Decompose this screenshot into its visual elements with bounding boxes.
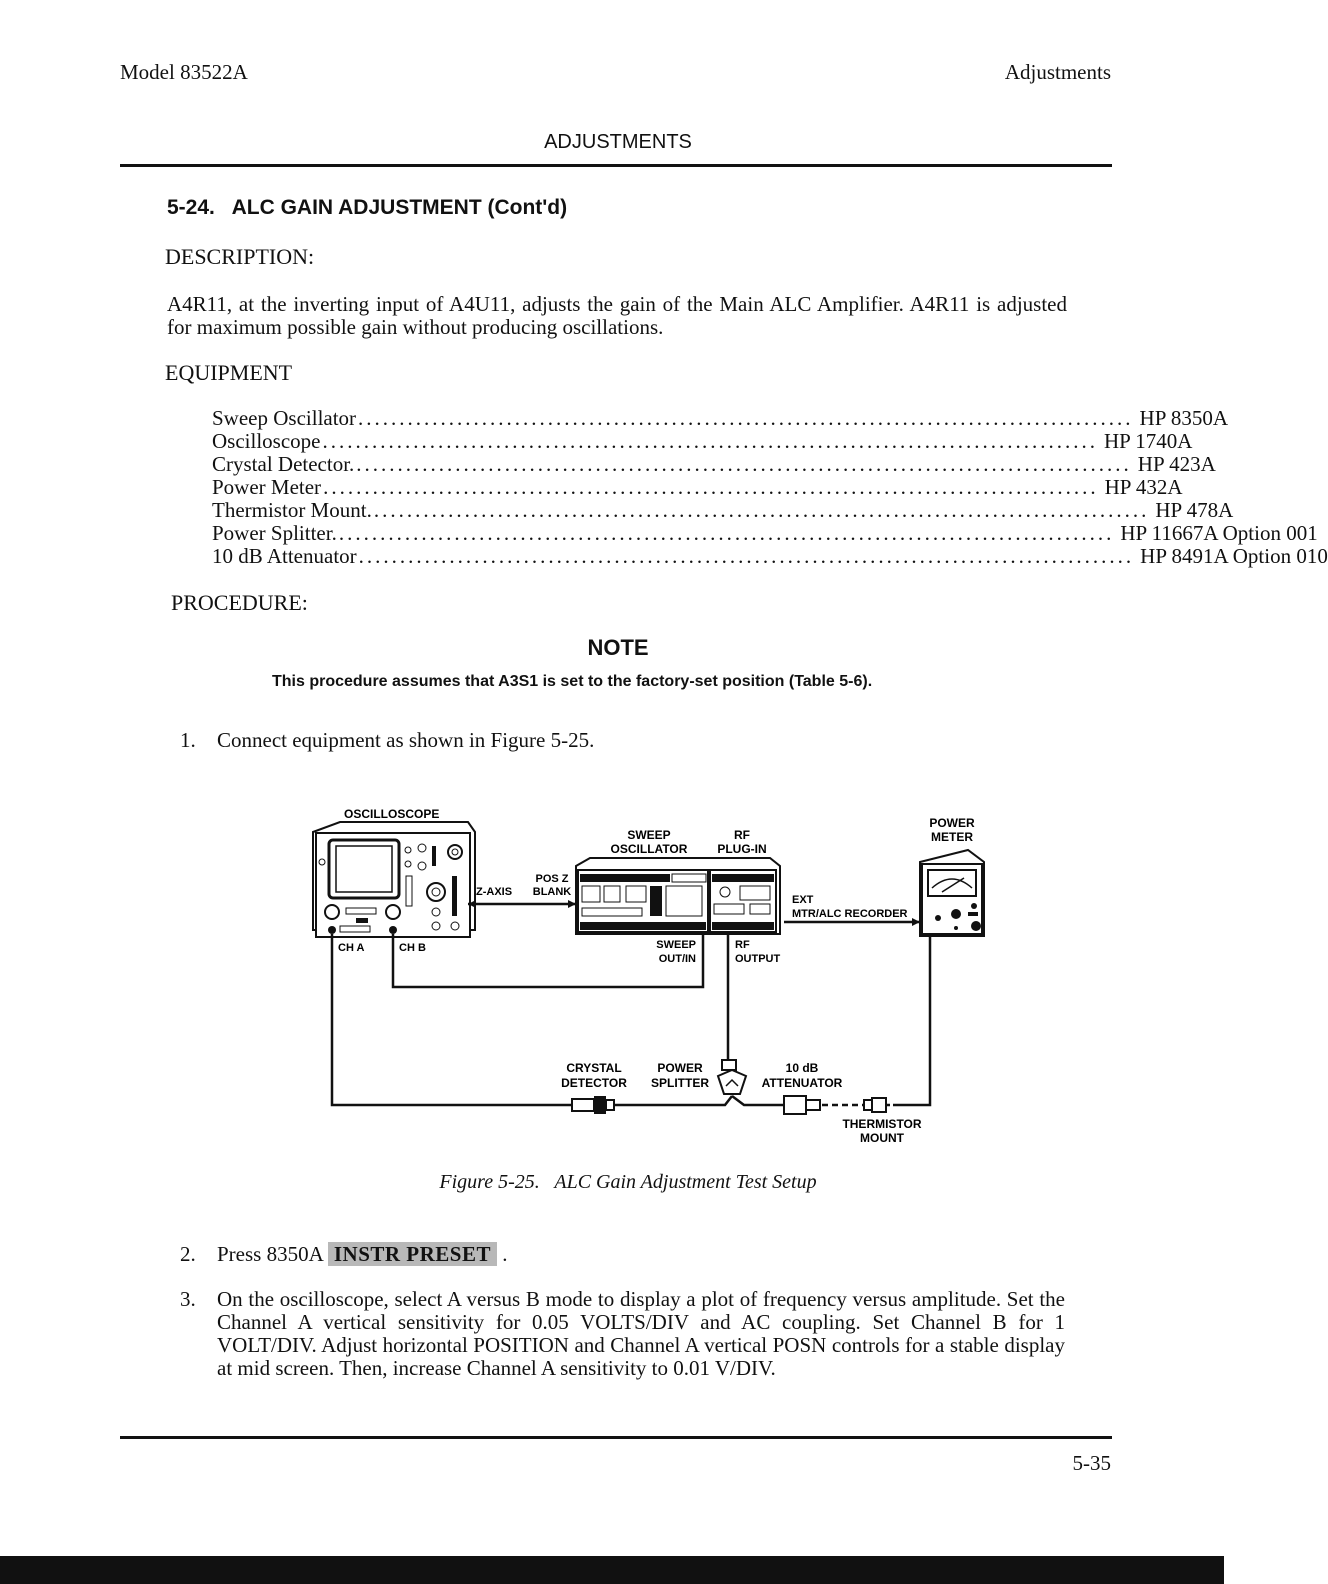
equipment-name: 10 dB Attenuator: [212, 544, 357, 568]
power-splitter-icon: [718, 1060, 746, 1094]
crystal-detector-label: CRYSTAL: [566, 1061, 622, 1075]
equipment-name: Crystal Detector.: [212, 452, 355, 476]
equipment-name: Oscilloscope: [212, 429, 321, 453]
figure-caption: Figure 5-25. ALC Gain Adjustment Test Setup: [439, 1171, 817, 1193]
note-title: NOTE: [587, 635, 649, 660]
instr-preset-key: INSTR PRESET: [328, 1242, 497, 1266]
equipment-model: HP 11667A Option 001: [1120, 521, 1318, 545]
equipment-model: HP 432A: [1104, 475, 1183, 499]
power-splitter-label: POWER: [657, 1061, 703, 1075]
thermistor-mount-icon: [864, 1098, 896, 1112]
equipment-row: Power Splitter. .............................................................................................. HP 11667A Option 001: [212, 521, 1318, 545]
header-model: Model 83522A: [120, 60, 248, 84]
step-number: 1.: [180, 728, 196, 752]
equipment-name: Power Splitter.: [212, 521, 337, 545]
equipment-row: Thermistor Mount. .............................................................................................. HP 478A: [212, 498, 1234, 522]
page-number: 5-35: [1072, 1451, 1111, 1475]
note-text: This procedure assumes that A3S1 is set to the factory-set position (Table 5-6).: [272, 673, 873, 690]
step-text: Connect equipment as shown in Figure 5-25.: [217, 728, 595, 752]
header-divider: [120, 164, 1112, 167]
step-number: 2.: [180, 1242, 196, 1266]
thermistor-mount-label: MOUNT: [860, 1131, 904, 1145]
z-axis-label: Z-AXIS: [476, 886, 513, 898]
step-text: On the oscilloscope, select A versus B mode to display a plot of frequency versus amplitude. Set the Channel A vertical sensitivity for 0.05 VOLTS/DIV and AC coupling. Set Channel B for 1 VOLT/DIV. Adjust horizontal POSITION and Channel A vertical POSN controls for a stable display at mid screen. Then, increase Channel A sensitivity to 0.01 V/DIV.: [217, 1287, 1065, 1380]
header-section: Adjustments: [1004, 60, 1111, 84]
description-label: DESCRIPTION:: [165, 244, 315, 269]
scan-edge: [0, 1556, 1224, 1584]
sweep-oscillator-label: SWEEP: [627, 828, 671, 842]
oscilloscope-label: OSCILLOSCOPE: [344, 807, 440, 821]
equipment-row: 10 dB Attenuator .............................................................................................. HP 8491A Option 010: [212, 544, 1328, 568]
footer-divider: [120, 1436, 1112, 1439]
equipment-model: HP 1740A: [1103, 429, 1193, 453]
equipment-label: EQUIPMENT: [165, 360, 293, 385]
ext-label: MTR/ALC RECORDER: [792, 908, 908, 920]
rf-output-label: RF: [735, 939, 750, 951]
equipment-model: HP 8491A Option 010: [1140, 544, 1328, 568]
equipment-row: Sweep Oscillator .............................................................................................. HP 8350A: [212, 406, 1229, 430]
equipment-name: Thermistor Mount.: [212, 498, 372, 522]
step-number: 3.: [180, 1287, 196, 1311]
thermistor-mount-label: THERMISTOR: [842, 1117, 922, 1131]
page-title: ADJUSTMENTS: [544, 131, 692, 153]
equipment-model: HP 423A: [1137, 452, 1216, 476]
step-1: [180, 729, 1065, 755]
equipment-model: HP 8350A: [1139, 406, 1229, 430]
rf-output-label: OUTPUT: [735, 953, 781, 965]
ch-a-label: CH A: [338, 942, 365, 954]
power-splitter-label: SPLITTER: [650, 1076, 710, 1090]
sweep-out-label: OUT/IN: [658, 953, 696, 965]
step-3: [180, 1288, 1065, 1408]
ext-label: EXT: [792, 894, 814, 906]
equipment-model: HP 478A: [1155, 498, 1234, 522]
oscilloscope-icon: [313, 822, 475, 937]
power-meter-label: METER: [931, 830, 973, 844]
step-text: Press 8350A: [217, 1242, 323, 1266]
attenuator-label: 10 dB: [785, 1061, 819, 1075]
crystal-detector-label: DETECTOR: [561, 1076, 627, 1090]
rf-plugin-label: PLUG-IN: [717, 842, 767, 856]
equipment-name: Power Meter: [212, 475, 322, 499]
equipment-row: Crystal Detector. .............................................................................................. HP 423A: [212, 452, 1216, 476]
procedure-label: PROCEDURE:: [171, 590, 308, 615]
sweep-oscillator-icon: [576, 858, 780, 934]
power-meter-label: POWER: [929, 816, 975, 830]
pos-z-label: POS Z: [535, 873, 569, 885]
crystal-detector-icon: [572, 1096, 614, 1114]
sweep-out-label: SWEEP: [656, 939, 696, 951]
equipment-row: Oscilloscope .............................................................................................. HP 1740A: [212, 429, 1193, 453]
equipment-row: Power Meter .............................................................................................. HP 432A: [212, 475, 1183, 499]
rf-plugin-label: RF: [734, 828, 750, 842]
equipment-list: [212, 406, 1328, 568]
attenuator-label: ATTENUATOR: [761, 1076, 843, 1090]
sweep-oscillator-label: OSCILLATOR: [610, 842, 688, 856]
attenuator-icon: [784, 1096, 820, 1114]
power-meter-icon: [920, 850, 984, 936]
equipment-name: Sweep Oscillator: [212, 406, 357, 430]
section-title: 5-24. ALC GAIN ADJUSTMENT (Cont'd): [167, 196, 568, 219]
ch-b-label: CH B: [399, 942, 426, 954]
step-2: 2. Press 8350A INSTR PRESET .: [180, 1242, 508, 1266]
description-text: A4R11, at the inverting input of A4U11, adjusts the gain of the Main ALC Amplifier. A4R11 is adjusted for maximum possible gain without producing oscillations.: [167, 292, 1067, 339]
pos-z-label: BLANK: [532, 886, 572, 898]
test-setup-diagram: [300, 800, 1000, 1150]
